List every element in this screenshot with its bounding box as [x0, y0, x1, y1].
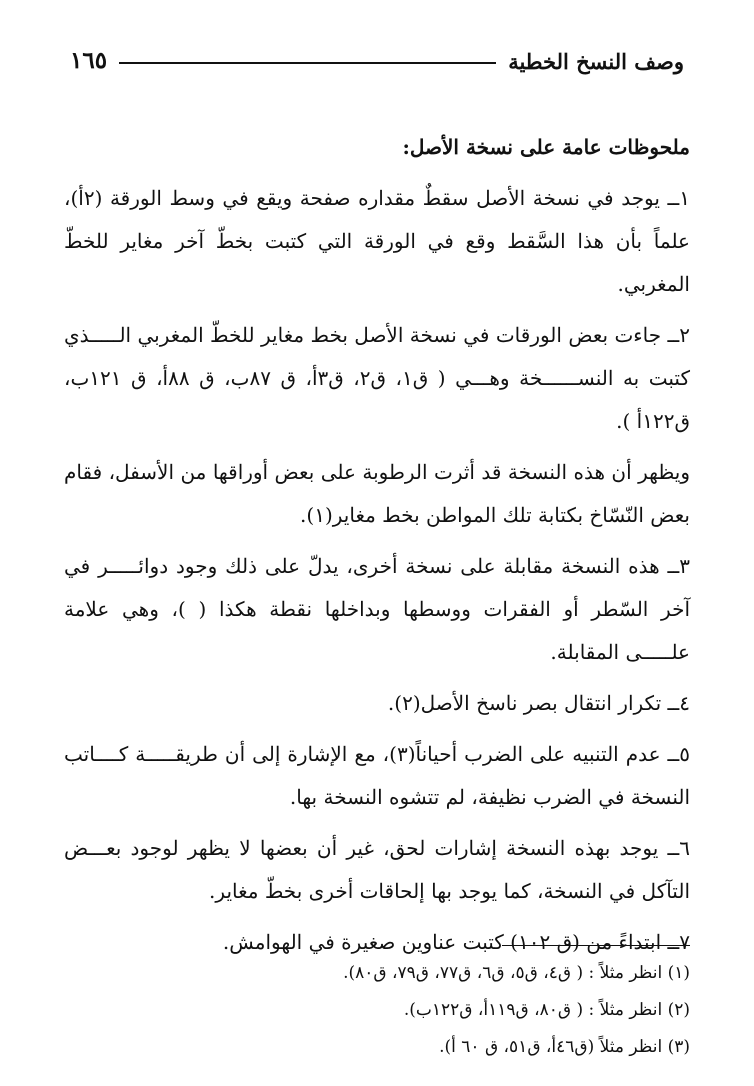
page-number: ١٦٥: [70, 47, 108, 74]
paragraph-1: ١ــ يوجد في نسخة الأصل سقطٌ مقداره صفحة ويقع في وسط الورقة (٢أ)، علماً بأن هذا السَّقط وقع في الورقة التي كتبت بخطّ آخر مغاير للخطّ المغربي.: [64, 186, 690, 296]
footnote-rule: [502, 945, 690, 946]
running-head: [70, 34, 684, 74]
paragraph-5: ٤ــ تكرار انتقال بصر ناسخ الأصل(٢).: [387, 691, 690, 715]
section-heading: ملحوظات عامة على نسخة الأصل:: [402, 135, 690, 159]
paragraph-2: ٢ــ جاءت بعض الورقات في نسخة الأصل بخط مغاير للخطّ المغربي الـــــذي كتبت به النســــــخة وهـــي ( ق١، ق٢، ق٣أ، ق ٨٧ب، ق ٨٨أ، ق ١٢١ب، ق١٢٢أ ).: [64, 323, 690, 433]
paragraph-7: ٦ــ يوجد بهذه النسخة إشارات لحق، غير أن بعضها لا يظهر لوجود بعـــض التآكل في النسخة، كما يوجد بها إلحاقات أخرى بخطّ مغاير.: [64, 836, 690, 903]
footnote-2: (٢) انظر مثلاً : ( ق٨٠، ق١١٩أ، ق١٢٢ب).: [403, 1000, 690, 1020]
paragraph-4: ٣ــ هذه النسخة مقابلة على نسخة أخرى، يدلّ على ذلك وجود دوائـــــر في آخر السّطر أو الفقرات ووسطها وبداخلها نقطة هكذا ( )، وهي علامة علـــــى المقابلة.: [64, 554, 690, 664]
header-rule: [119, 62, 496, 64]
paragraph-3: ويظهر أن هذه النسخة قد أثرت الرطوبة على بعض أوراقها من الأسفل، فقام بعض النّسّاخ بكتابة تلك المواطن بخط مغاير(١).: [64, 460, 690, 527]
footnotes: [64, 955, 690, 1066]
main-text: [64, 126, 690, 972]
running-head-title: وصف النسخ الخطية: [508, 49, 684, 74]
paragraph-8: ٧ــ ابتداءً من (ق ١٠٢) كتبت عناوين صغيرة في الهوامش.: [222, 930, 690, 954]
footnote-1: (١) انظر مثلاً : ( ق٤، ق٥، ق٦، ق٧٧، ق٧٩، ق٨٠).: [343, 963, 690, 983]
footnote-3: (٣) انظر مثلاً (ق٤٦أ، ق٥١، ق ٦٠ أ).: [439, 1037, 690, 1057]
paragraph-6: ٥ــ عدم التنبيه على الضرب أحياناً(٣)، مع الإشارة إلى أن طريقـــــة كــــاتب النسخة في الضرب نظيفة، لم تتشوه النسخة بها.: [64, 742, 690, 809]
